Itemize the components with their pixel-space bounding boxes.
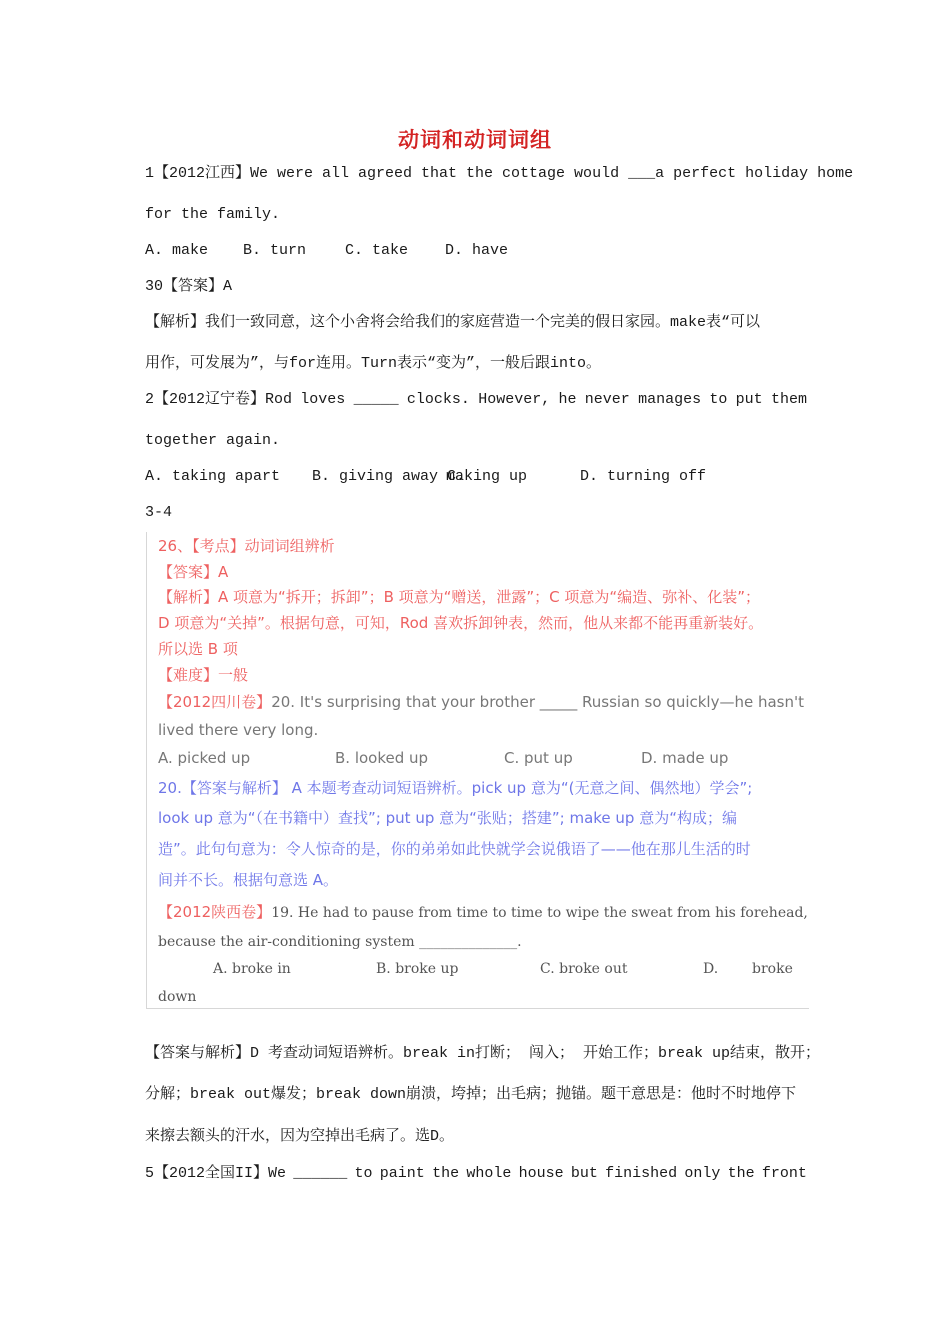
- q2-options: [145, 467, 706, 487]
- q5-stem-line1: 5【2012全国II】We ______ to paint the whole house but finished only the front: [145, 1165, 807, 1182]
- q2-option-c: making up: [446, 468, 528, 485]
- embed-sichuan-tag: 【2012四川卷】: [158, 693, 272, 711]
- q1-option-a: A. make: [145, 242, 209, 259]
- q1-analysis-line2: 用作，可发展为”，与for连用。Turn表示“变为”，一般后跟into。: [145, 355, 602, 372]
- answer4-line3: 来擦去额头的汗水，因为空掉出毛病了。选D。: [145, 1128, 455, 1145]
- embed-sichuan-analysis-line2: look up 意为“（在书籍中）查找”; put up 意为“张贴；搭建”; make up 意为“构成；编: [158, 809, 737, 827]
- q1-analysis-line1: 【解析】我们一致同意，这个小舍将会给我们的家庭营造一个完美的假日家园。make表“可以: [145, 314, 761, 331]
- embed-topic: 26、【考点】动词词组辨析: [158, 537, 335, 555]
- q1-answer: 30【答案】A: [145, 278, 233, 295]
- embed-shaanxi-tag: 【2012陕西卷】: [158, 903, 272, 921]
- q2-stem-line2: together again.: [145, 432, 281, 449]
- embed-sichuan-analysis-line1: 20.【答案与解析】 A 本题考查动词短语辨析。pick up 意为“(无意之间、偶然地）学会”;: [158, 779, 753, 797]
- embed-shaanxi-text: 19. He had to pause from time to time to wipe the sweat from his forehead,: [271, 905, 808, 921]
- embed-shaanxi-options-wrap: down: [158, 989, 197, 1005]
- embed-sichuan-stem: [158, 692, 804, 712]
- embed-shaanxi-options: A. broke in B. broke up C. broke out D. broke: [213, 961, 793, 977]
- embed-shaanxi-stem-line2: because the air-conditioning system ______________.: [158, 934, 522, 950]
- q1-option-c: C. take: [345, 242, 409, 259]
- embed-sichuan-analysis-line3: 造”。此句句意为：令人惊奇的是，你的弟弟如此快就学会说俄语了——他在那儿生活的时: [158, 840, 751, 858]
- embed-sichuan-stem-line2: lived there very long.: [158, 721, 319, 739]
- answer4-line1: 【答案与解析】D 考查动词短语辨析。break in打断； 闯入； 开始工作；break up结束，散开；: [145, 1045, 821, 1062]
- q1-stem-line1: 1【2012江西】We were all agreed that the cottage would ___a perfect holiday home: [145, 165, 854, 182]
- q1-options: [145, 241, 508, 261]
- embed-sichuan-analysis-line4: 间并不长。根据句意选 A。: [158, 871, 339, 889]
- embed-sichuan-text: 20. It's surprising that your brother _____ Russian so quickly—he hasn't: [271, 693, 805, 711]
- q2-stem-line1: 2【2012辽宁卷】Rod loves _____ clocks. However, he never manages to put them: [145, 391, 807, 408]
- q1-option-d: D. have: [445, 242, 509, 259]
- embed-answer: 【答案】A: [158, 563, 229, 581]
- embedded-answer-image: [146, 532, 809, 1009]
- q2-option-a: A. taking apart: [145, 468, 281, 485]
- q2-option-b: B. giving away C.: [312, 468, 466, 485]
- q2-label: 3-4: [145, 504, 173, 521]
- embed-analysis-line3: 所以选 B 项: [158, 640, 238, 658]
- page-title: 动词和动词词组: [398, 128, 552, 152]
- embed-analysis-line1: 【解析】A 项意为“拆开；拆卸”；B 项意为“赠送，泄露”；C 项意为“编造、弥补、化装”；: [158, 588, 760, 606]
- q2-option-d: D. turning off: [580, 468, 707, 485]
- embed-difficulty: 【难度】一般: [158, 666, 249, 684]
- answer4-line2: 分解；break out爆发；break down崩溃，垮掉；出毛病；抛锚。题干意思是：他时不时地停下: [145, 1086, 797, 1103]
- embed-sichuan-options: A. picked up B. looked up C. put up D. made up: [158, 749, 729, 767]
- embed-shaanxi-stem: [158, 902, 808, 923]
- q1-option-b: B. turn: [243, 242, 307, 259]
- q1-stem-line2: for the family.: [145, 206, 281, 223]
- embed-analysis-line2: D 项意为“关掉”。根据句意，可知，Rod 喜欢拆卸钟表，然而，他从来都不能再重新装好。: [158, 614, 764, 632]
